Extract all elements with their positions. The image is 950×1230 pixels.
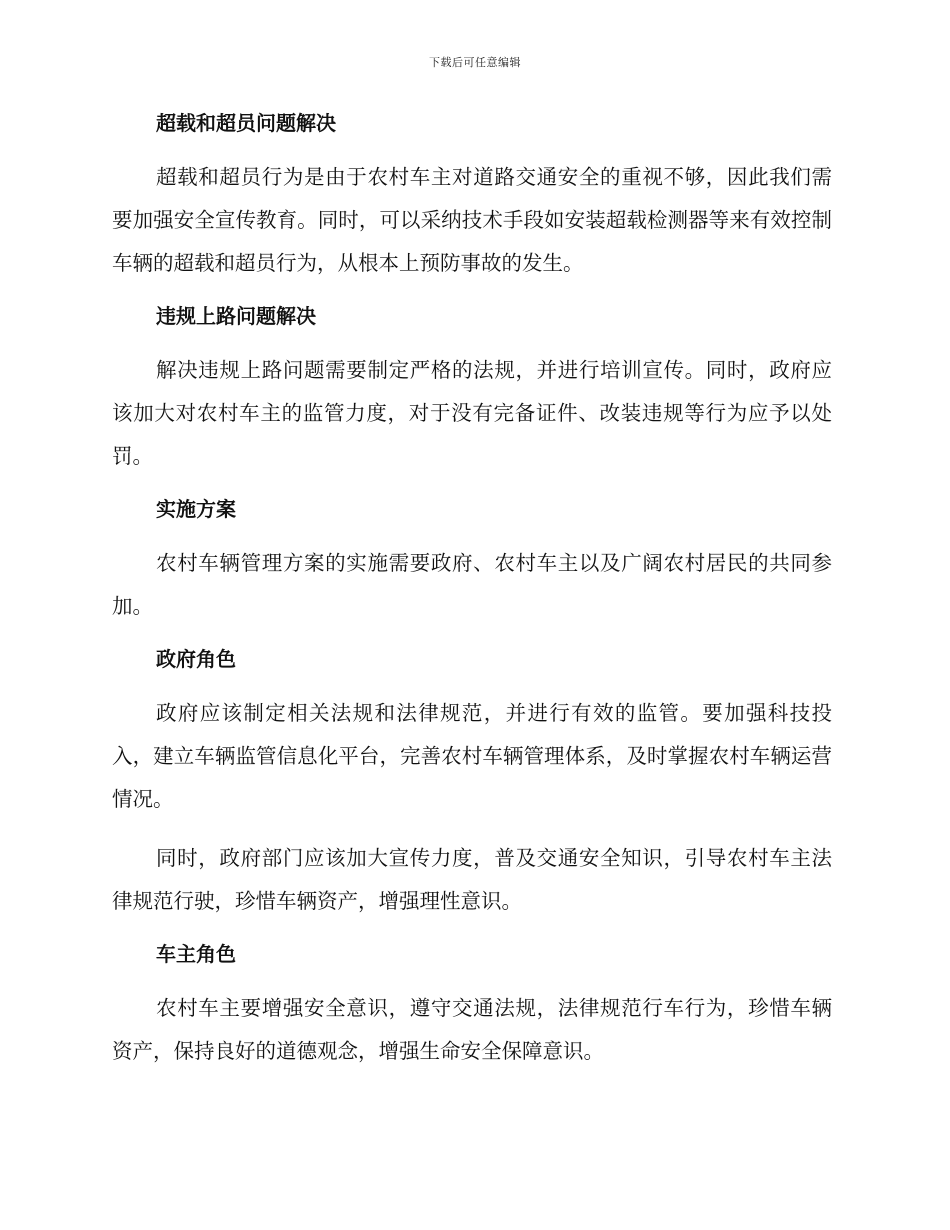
section-paragraph: 农村车主要增强安全意识，遵守交通法规，法律规范行车行为，珍惜车辆资产，保持良好的道德观念，增强生命安全保障意识。 — [112, 996, 832, 1063]
section-paragraph: 同时，政府部门应该加大宣传力度，普及交通安全知识，引导农村车主法律规范行驶，珍惜车辆资产，增强理性意识。 — [112, 846, 832, 913]
page-header: 下载后可任意编辑 — [429, 56, 521, 69]
document-body — [112, 108, 832, 1089]
section-paragraph: 超载和超员行为是由于农村车主对道路交通安全的重视不够，因此我们需要加强安全宣传教育。同时，可以采纳技术手段如安装超载检测器等来有效控制车辆的超载和超员行为，从根本上预防事故的发生。 — [112, 165, 832, 275]
section-heading: 违规上路问题解决 — [156, 304, 316, 328]
section-paragraph: 解决违规上路问题需要制定严格的法规，并进行培训宣传。同时，政府应该加大对农村车主的监管力度，对于没有完备证件、改装违规等行为应予以处罚。 — [112, 358, 832, 468]
section-heading: 实施方案 — [156, 497, 236, 521]
section-heading: 车主角色 — [156, 942, 236, 966]
section-paragraph: 政府应该制定相关法规和法律规范，并进行有效的监管。要加强科技投入，建立车辆监管信息化平台，完善农村车辆管理体系，及时掌握农村车辆运营情况。 — [112, 701, 832, 811]
section-heading: 政府角色 — [156, 647, 236, 671]
section-paragraph: 农村车辆管理方案的实施需要政府、农村车主以及广阔农村居民的共同参加。 — [112, 551, 832, 618]
section-heading: 超载和超员问题解决 — [156, 111, 336, 135]
